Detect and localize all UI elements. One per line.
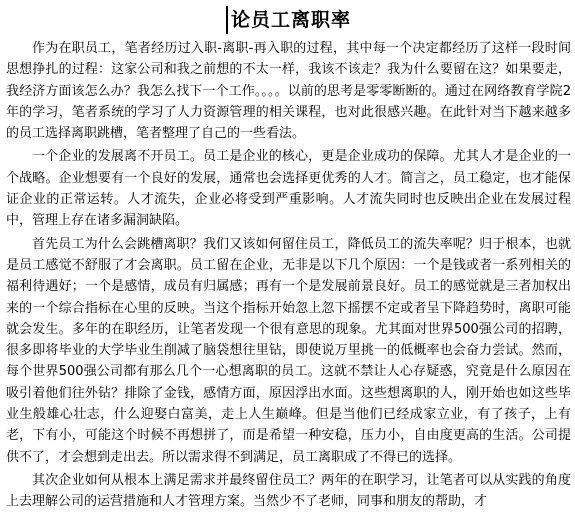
paragraph-3: 首先员工为什么会跳槽离职？我们又该如何留住员工，降低员工的流失率呢？归于根本，也就是员工感觉不舒服了才会离职。员工留在企业，无非是以下几个原因：一个是钱或者一系列相关的福利待遇好；一个是感情，成员有归属感；再有一个是发展前景良好。员工的感觉就是三者加权出来的一个综合指标在心里的反映。当这个指标开始忽上忽下摇摆不定或者呈下降趋势时，离职可能就会发生。多年的在职经历，让笔者发现一个很有意思的现象。尤其面对世界500强公司的招聘，很多即将毕业的大学毕业生削减了脑袋想往里钻，即使说万里挑一的低概率也会奋力尝试。然而，每个世界500强公司都有那么几个一心想离职的员工。这就不禁让人心存疑惑，究竟是什么原因在吸引着他们往外钻？排除了金钱，感情方面，原因浮出水面。这些想离职的人，刚开始也如这些毕业生般雄心壮志，什么迎娶白富美，走上人生巅峰。但是当他们已经成家立业，有了孩子，上有老，下有小，可能这个时候不再想拼了，而是希望一种安稳，压力小，自由度更高的生活。公司提供不了，才会想到走出去。所以需求得不到满足，员工离职成了不得已的选择。 <box>6 236 571 465</box>
paragraph-1: 作为在职员工，笔者经历过入职-离职-再入职的过程，其中每一个决定都经历了这样一段时间思想挣扎的过程：这家公司和我之前想的不太一样，我该不该走？我为什么要留在这？如果要走，我经济方面该怎么办？我怎么找下一个工作。。。。以前的思考是零零断断的。通过在网络教育学院2年的学习，笔者系统的学习了人力资源管理的相关课程，也对此很感兴趣。在此针对当下越来越多的员工选择离职跳槽，笔者整理了自己的一些看法。 <box>6 41 571 142</box>
paragraph-4: 其次企业如何从根本上满足需求并最终留住员工？两年的在职学习，让笔者可以从实践的角度上去理解公司的运营措施和人才管理方案。当然少不了老师，同事和朋友的帮助，才 <box>6 472 571 510</box>
title-row <box>6 6 571 34</box>
document-title: 论员工离职率 <box>226 6 351 34</box>
paragraph-2: 一个企业的发展离不开员工。员工是企业的核心，更是企业成功的保障。尤其人才是企业的一个战略。企业想要有一个良好的发展，通常也会选择更优秀的人才。简言之，员工稳定，也才能保证企业的正常运转。人才流失，企业必将受到严重影响。人才流失同时也反映出企业在发展过程中，管理上存在诸多漏洞缺陷。 <box>6 149 571 229</box>
